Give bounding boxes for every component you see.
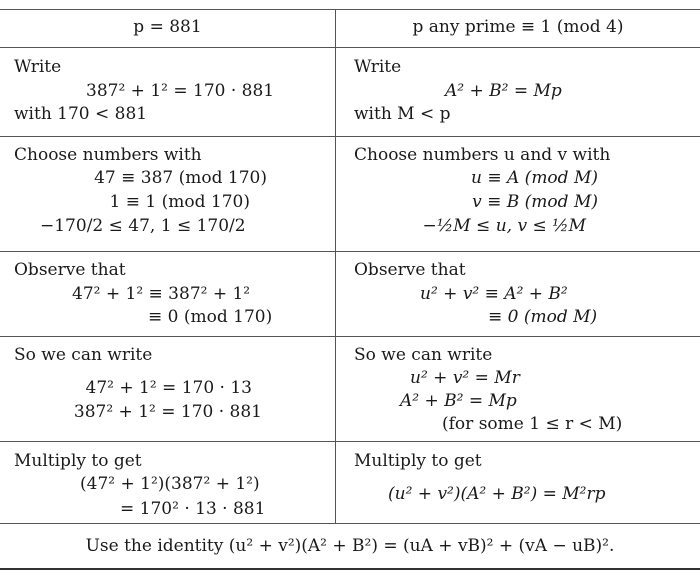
row3-left-label: Observe that: [14, 260, 126, 280]
row2-left-line3: −170/2 ≤ 47, 1 ≤ 170/2: [40, 216, 246, 236]
row1-right-cond: with M < p: [354, 104, 451, 124]
row4-right-line2: A² + B² = Mp: [400, 391, 517, 411]
row-rule: [0, 251, 700, 252]
row1-left-label: Write: [14, 57, 62, 77]
row4-left-line2: 387² + 1² = 170 · 881: [73, 402, 262, 422]
row3-left-line2: ≡ 0 (mod 170): [148, 307, 273, 327]
row4-right-label: So we can write: [354, 345, 493, 365]
table-top-rule: [0, 9, 700, 10]
row4-left-label: So we can write: [14, 345, 153, 365]
row5-right-label: Multiply to get: [354, 451, 482, 471]
row5-left-line1: (47² + 1²)(387² + 1²): [80, 474, 260, 494]
row5-left-line2: = 170² · 13 · 881: [120, 499, 266, 519]
row5-left-label: Multiply to get: [14, 451, 142, 471]
row-rule: [0, 523, 700, 524]
row2-right-line1: u ≡ A (mod M): [471, 168, 598, 188]
row4-left-line1: 47² + 1² = 170 · 13: [85, 378, 252, 398]
row2-left-line2: 1 ≡ 1 (mod 170): [109, 192, 250, 212]
row3-right-line2: ≡ 0 (mod M): [488, 307, 598, 327]
row-rule: [0, 136, 700, 137]
row4-right-line3: (for some 1 ≤ r < M): [442, 414, 623, 434]
header-right-text: p any prime ≡ 1 (mod 4): [412, 17, 624, 37]
row1-left-cond: with 170 < 881: [14, 104, 148, 124]
header-left-text: p = 881: [133, 17, 202, 37]
row2-left-label: Choose numbers with: [14, 145, 202, 165]
row-rule: [0, 441, 700, 442]
row3-right-line1: u² + v² ≡ A² + B²: [420, 284, 568, 304]
header-left: [0, 17, 335, 37]
row2-right-line3: −½M ≤ u, v ≤ ½M: [422, 216, 586, 236]
identity-footer: Use the identity (u² + v²)(A² + B²) = (uA + vB)² + (vA − uB)².: [85, 536, 615, 556]
row-rule: [0, 336, 700, 337]
row4-right-line1: u² + v² = Mr: [410, 368, 520, 388]
header-rule: [0, 47, 700, 48]
table-bottom-rule: [0, 568, 700, 570]
row1-right-label: Write: [354, 57, 402, 77]
row3-right-label: Observe that: [354, 260, 466, 280]
row1-right-eq: A² + B² = Mp: [445, 81, 562, 101]
row5-right-line1: (u² + v²)(A² + B²) = M²rp: [388, 484, 606, 504]
column-divider: [335, 9, 336, 523]
row3-left-line1: 47² + 1² ≡ 387² + 1²: [72, 284, 251, 304]
row1-left-eq: 387² + 1² = 170 · 881: [86, 81, 275, 101]
row2-right-label: Choose numbers u and v with: [354, 145, 611, 165]
row2-right-line2: v ≡ B (mod M): [472, 192, 598, 212]
header-right: [336, 17, 700, 37]
row2-left-line1: 47 ≡ 387 (mod 170): [94, 168, 267, 188]
